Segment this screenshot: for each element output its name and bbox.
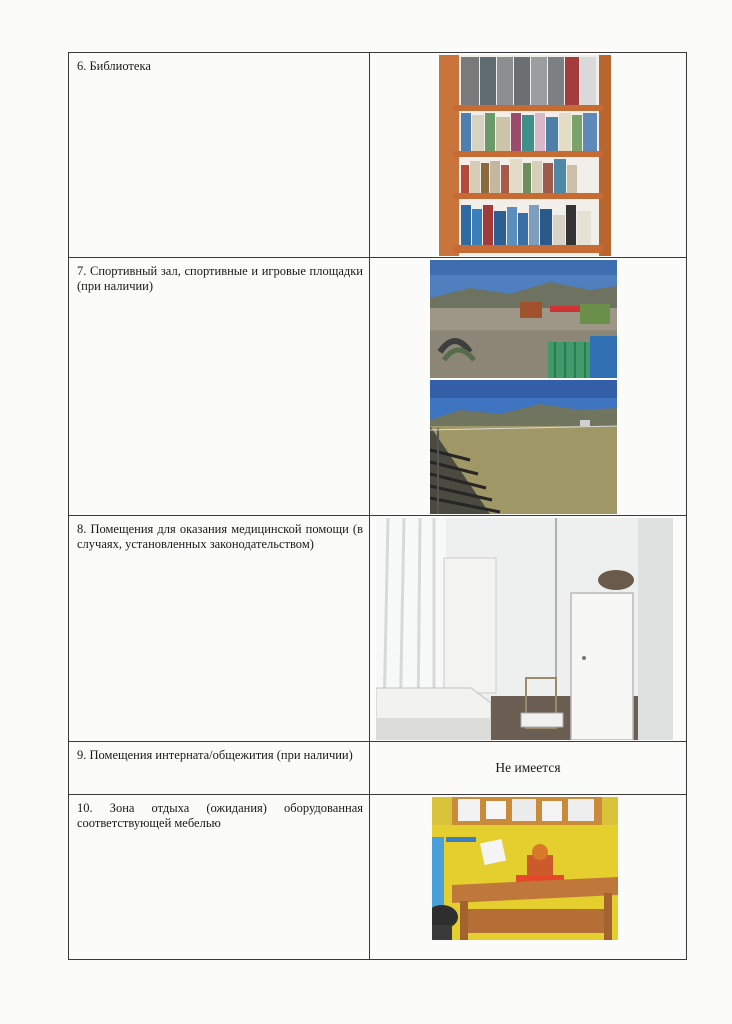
row-label-dormitory: 9. Помещения интерната/общежития (при наличии) xyxy=(77,748,353,762)
table-row xyxy=(69,795,687,960)
playground-photo xyxy=(430,260,617,378)
row-label-medical: 8. Помещения для оказания медицинской помощи (в случаях, установленных законодательством) xyxy=(77,522,363,551)
label-cell xyxy=(69,258,370,516)
medical-room-photo xyxy=(376,518,673,740)
label-cell xyxy=(69,53,370,258)
row-label-rest-area: 10. Зона отдыха (ожидания) оборудованная соответствующей мебелью xyxy=(77,801,363,830)
rest-area-photo xyxy=(432,797,618,940)
row-label-library: 6. Библиотека xyxy=(77,59,151,73)
sports-field-photo xyxy=(430,380,617,514)
image-cell xyxy=(370,795,687,960)
bookshelf-photo xyxy=(439,55,611,256)
table-row xyxy=(69,742,687,795)
image-cell xyxy=(370,258,687,516)
facilities-table xyxy=(68,52,687,960)
table-row xyxy=(69,53,687,258)
label-cell xyxy=(69,742,370,795)
not-available-text: Не имеется xyxy=(495,760,561,775)
image-cell xyxy=(370,53,687,258)
value-cell xyxy=(370,742,687,795)
table-row xyxy=(69,258,687,516)
image-cell xyxy=(370,516,687,742)
table-row xyxy=(69,516,687,742)
row-label-sports: 7. Спортивный зал, спортивные и игровые площадки (при наличии) xyxy=(77,264,363,293)
label-cell xyxy=(69,795,370,960)
label-cell xyxy=(69,516,370,742)
